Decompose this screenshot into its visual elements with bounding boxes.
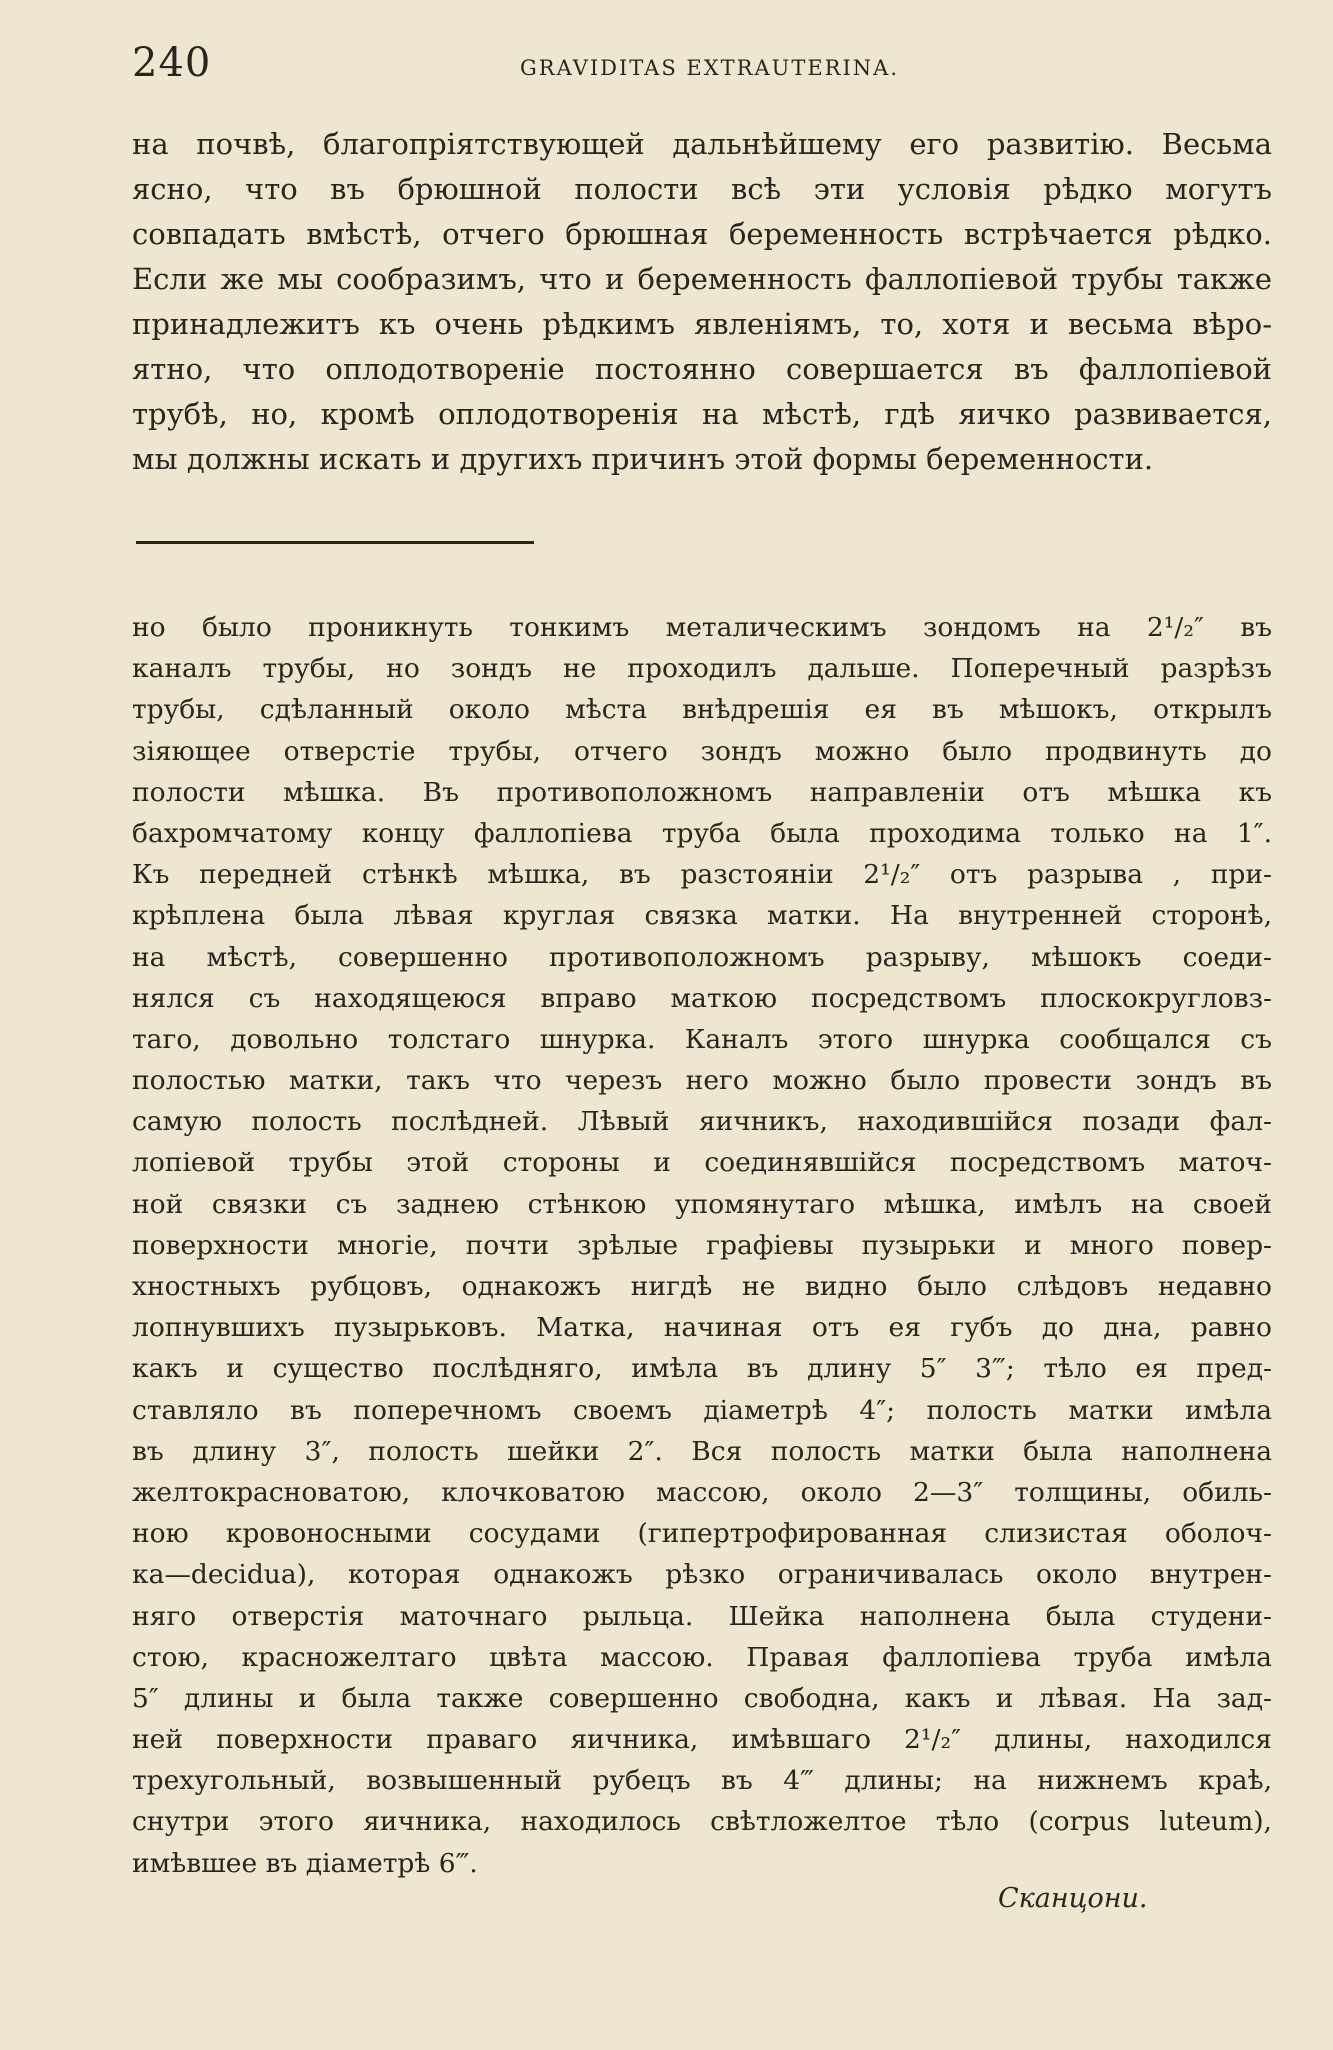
- text-line: Къ передней стѣнкѣ мѣшка, въ разстояніи 2¹/₂″ отъ разрыва , при-: [132, 859, 1272, 891]
- text-line: Если же мы сообразимъ, что и беременность фаллопіевой трубы также: [132, 262, 1272, 296]
- text-line: ставляло въ поперечномъ своемъ діаметрѣ 4″; полость матки имѣла: [132, 1394, 1272, 1426]
- page-number: 240: [132, 40, 212, 86]
- text-line: полости мѣшка. Въ противоположномъ направленіи отъ мѣшка къ: [132, 776, 1272, 808]
- text-line: зіяющее отверстіе трубы, отчего зондъ можно было продвинуть до: [132, 735, 1272, 767]
- text-line: бахромчатому концу фаллопіева труба была проходима только на 1″.: [132, 817, 1272, 849]
- footnote-text: [132, 607, 1272, 1884]
- text-line: на мѣстѣ, совершенно противоположномъ разрыву, мѣшокъ соеди-: [132, 941, 1272, 973]
- text-line: каналъ трубы, но зондъ не проходилъ дальше. Поперечный разрѣзъ: [132, 653, 1272, 685]
- text-line: ней поверхности праваго яичника, имѣвшаго 2¹/₂″ длины, находился: [132, 1724, 1272, 1756]
- text-line: принадлежитъ къ очень рѣдкимъ явленіямъ, то, хотя и весьма вѣро-: [132, 307, 1272, 341]
- text-line: таго, довольно толстаго шнурка. Каналъ этого шнурка сообщался съ: [132, 1023, 1272, 1055]
- text-line: мы должны искать и другихъ причинъ этой формы беременности.: [132, 442, 1154, 476]
- text-line: лопнувшихъ пузырьковъ. Матка, начиная отъ ея губъ до дна, равно: [132, 1312, 1272, 1344]
- main-text: [132, 122, 1272, 482]
- text-line: имѣвшее въ діаметрѣ 6‴.: [132, 1847, 478, 1879]
- text-line: ною кровоносными сосудами (гипертрофированная слизистая оболоч-: [132, 1518, 1272, 1550]
- text-line: крѣплена была лѣвая круглая связка матки. На внутренней сторонѣ,: [132, 900, 1272, 932]
- text-line: ка—decidua), которая однакожъ рѣзко ограничивалась около внутрен-: [132, 1559, 1272, 1591]
- text-line: на почвѣ, благопріятствующей дальнѣйшему его развитію. Весьма: [132, 127, 1272, 161]
- text-line: поверхности многіе, почти зрѣлые графіевы пузырьки и много повер-: [132, 1229, 1272, 1261]
- text-line: нялся съ находящеюся вправо маткою посредствомъ плоскокругловз-: [132, 982, 1272, 1014]
- text-line: трубѣ, но, кромѣ оплодотворенія на мѣстѣ, гдѣ яичко развивается,: [132, 397, 1272, 431]
- text-line: трубы, сдѣланный около мѣста внѣдрешія ея въ мѣшокъ, открылъ: [132, 694, 1272, 726]
- text-line: няго отверстія маточнаго рыльца. Шейка наполнена была студени-: [132, 1600, 1272, 1632]
- running-head: GRAVIDITAS EXTRAUTERINA.: [520, 56, 900, 80]
- text-line: въ длину 3″, полость шейки 2″. Вся полость матки была наполнена: [132, 1435, 1272, 1467]
- text-line: желтокрасноватою, клочковатою массою, около 2—3″ толщины, обиль-: [132, 1476, 1272, 1508]
- text-line: лопіевой трубы этой стороны и соединявшійся посредствомъ маточ-: [132, 1147, 1272, 1179]
- footnote-separator-rule: [136, 541, 534, 544]
- text-line: ятно, что оплодотвореніе постоянно совершается въ фаллопіевой: [132, 352, 1272, 386]
- text-line: какъ и существо послѣдняго, имѣла въ длину 5″ 3‴; тѣло ея пред-: [132, 1353, 1272, 1385]
- text-line: ной связки съ заднею стѣнкою упомянутаго мѣшка, имѣлъ на своей: [132, 1188, 1272, 1220]
- text-line: 5″ длины и была также совершенно свободна, какъ и лѣвая. На зад-: [132, 1682, 1272, 1714]
- author-signature: Сканцони.: [998, 1883, 1148, 1914]
- text-line: ясно, что въ брюшной полости всѣ эти условія рѣдко могутъ: [132, 172, 1272, 206]
- text-line: самую полость послѣдней. Лѣвый яичникъ, находившійся позади фал-: [132, 1106, 1272, 1138]
- text-line: снутри этого яичника, находилось свѣтложелтое тѣло (corpus luteum),: [132, 1806, 1272, 1838]
- text-line: полостью матки, такъ что черезъ него можно было провести зондъ въ: [132, 1065, 1272, 1097]
- text-line: трехугольный, возвышенный рубецъ въ 4‴ длины; на нижнемъ краѣ,: [132, 1765, 1272, 1797]
- text-line: но было проникнуть тонкимъ металическимъ зондомъ на 2¹/₂″ въ: [132, 612, 1272, 643]
- text-line: стою, красножелтаго цвѣта массою. Правая фаллопіева труба имѣла: [132, 1641, 1272, 1673]
- text-line: совпадать вмѣстѣ, отчего брюшная беременность встрѣчается рѣдко.: [132, 217, 1272, 251]
- text-line: хностныхъ рубцовъ, однакожъ нигдѣ не видно было слѣдовъ недавно: [132, 1271, 1272, 1302]
